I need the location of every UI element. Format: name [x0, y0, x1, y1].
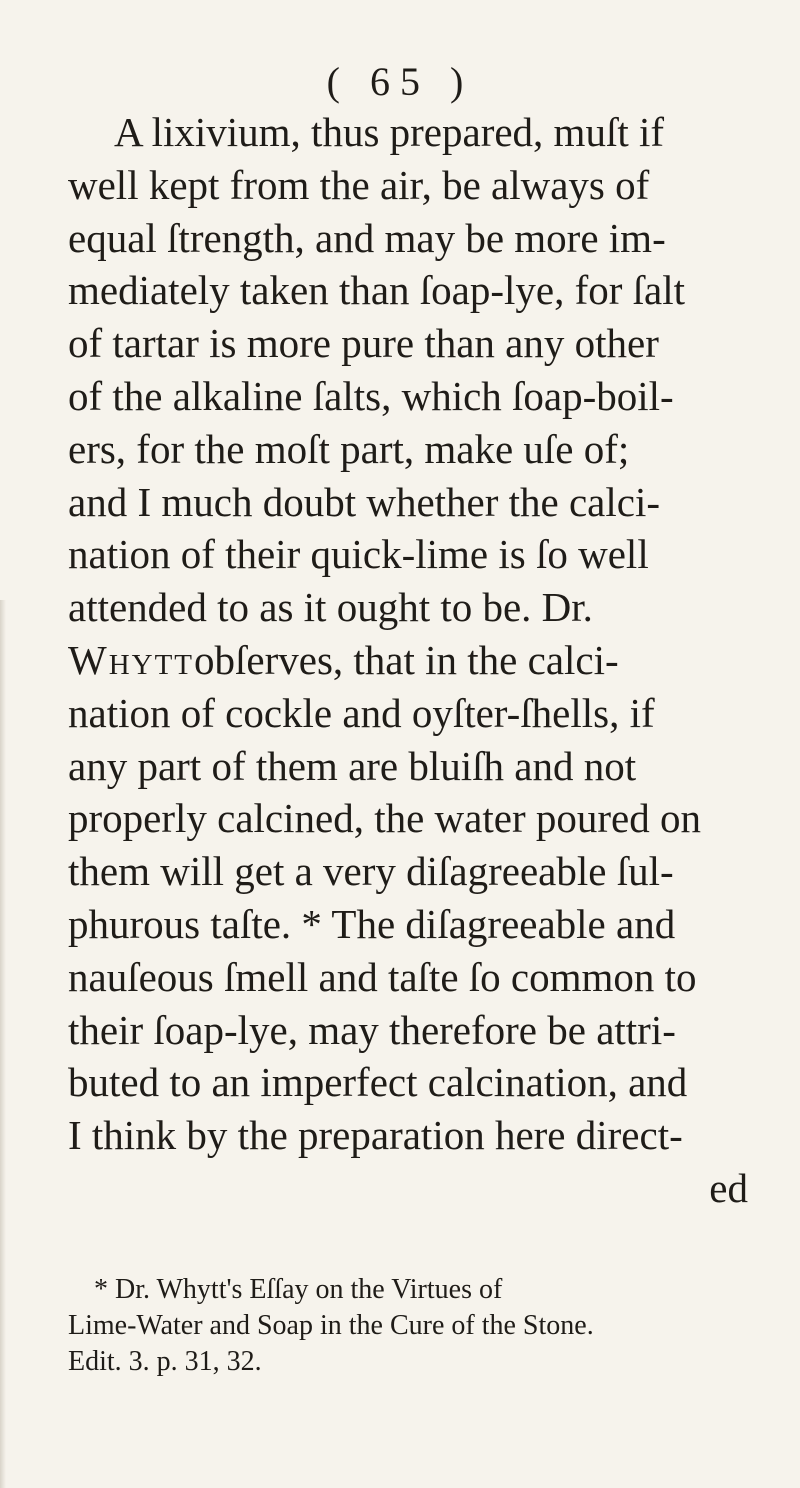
footnote-line	[68, 1272, 758, 1308]
text-line-content: nation of their quick-lime is ſo well	[68, 531, 649, 578]
text-line-content: nation of cockle and oyſter-ſhells, if	[68, 689, 655, 736]
text-line-content: of the alkaline ſalts, which ſoap-boil-	[68, 372, 674, 419]
text-line	[68, 792, 756, 845]
text-line-content: buted to an imperfect calcination, and	[68, 1059, 688, 1106]
text-line-content: them will get a very diſagreeable ſul-	[68, 848, 674, 895]
page-number: ( 65 )	[326, 59, 474, 104]
text-line	[68, 845, 756, 898]
text-line	[68, 1109, 756, 1162]
text-line	[68, 898, 756, 951]
catchword-line	[68, 1162, 756, 1215]
footnote-line	[68, 1308, 758, 1344]
text-line	[68, 528, 756, 581]
text-line-content: well kept from the air, be always of	[68, 161, 650, 208]
author-name: Whytt	[68, 636, 195, 683]
text-line	[68, 423, 756, 476]
text-line-content: equal ſtrength, and may be more im-	[68, 214, 666, 261]
text-line-content: of tartar is more pure than any other	[68, 320, 659, 367]
text-line-content: attended to as it ought to be. Dr.	[68, 584, 593, 631]
text-line	[68, 212, 756, 265]
text-line	[68, 740, 756, 793]
footnote-line	[68, 1344, 758, 1380]
catchword: ed	[709, 1164, 748, 1211]
text-line-content: I think by the preparation here direct-	[68, 1112, 683, 1159]
text-line	[68, 159, 756, 212]
text-line-content: A lixivium, thus prepared, muſt if	[114, 109, 665, 155]
footnote	[68, 1272, 758, 1380]
text-line-content: and I much doubt whether the calci-	[68, 478, 660, 525]
body-text	[68, 106, 756, 1215]
text-line-content: phurous taſte. * The diſagreeable and	[68, 900, 676, 947]
page-edge-shadow	[0, 600, 6, 1488]
text-line-content: obſerves, that in the calci-	[194, 636, 619, 683]
text-line	[68, 264, 756, 317]
text-line	[68, 687, 756, 740]
text-line-content: properly calcined, the water poured on	[68, 795, 701, 842]
text-line	[68, 634, 756, 687]
text-line	[68, 317, 756, 370]
text-line-content: their ſoap-lye, may therefore be attri-	[68, 1006, 676, 1053]
text-line	[68, 476, 756, 529]
text-line-content: nauſeous ſmell and taſte ſo common to	[68, 953, 697, 1000]
text-line	[68, 581, 756, 634]
text-line-content: ers, for the moſt part, make uſe of;	[68, 425, 630, 472]
text-line	[68, 370, 756, 423]
text-line	[68, 1004, 756, 1057]
footnote-line-content: Edit. 3. p. 31, 32.	[68, 1346, 262, 1377]
text-line	[68, 951, 756, 1004]
footnote-line-content: * Dr. Whytt's Eſſay on the Virtues of	[94, 1274, 503, 1305]
text-line-content: any part of them are bluiſh and not	[68, 742, 637, 789]
footnote-line-content: Lime-Water and Soap in the Cure of the Stone.	[68, 1310, 594, 1341]
text-line-content: mediately taken than ſoap-lye, for ſalt	[68, 267, 686, 314]
text-line	[68, 106, 756, 159]
text-line	[68, 1056, 756, 1109]
